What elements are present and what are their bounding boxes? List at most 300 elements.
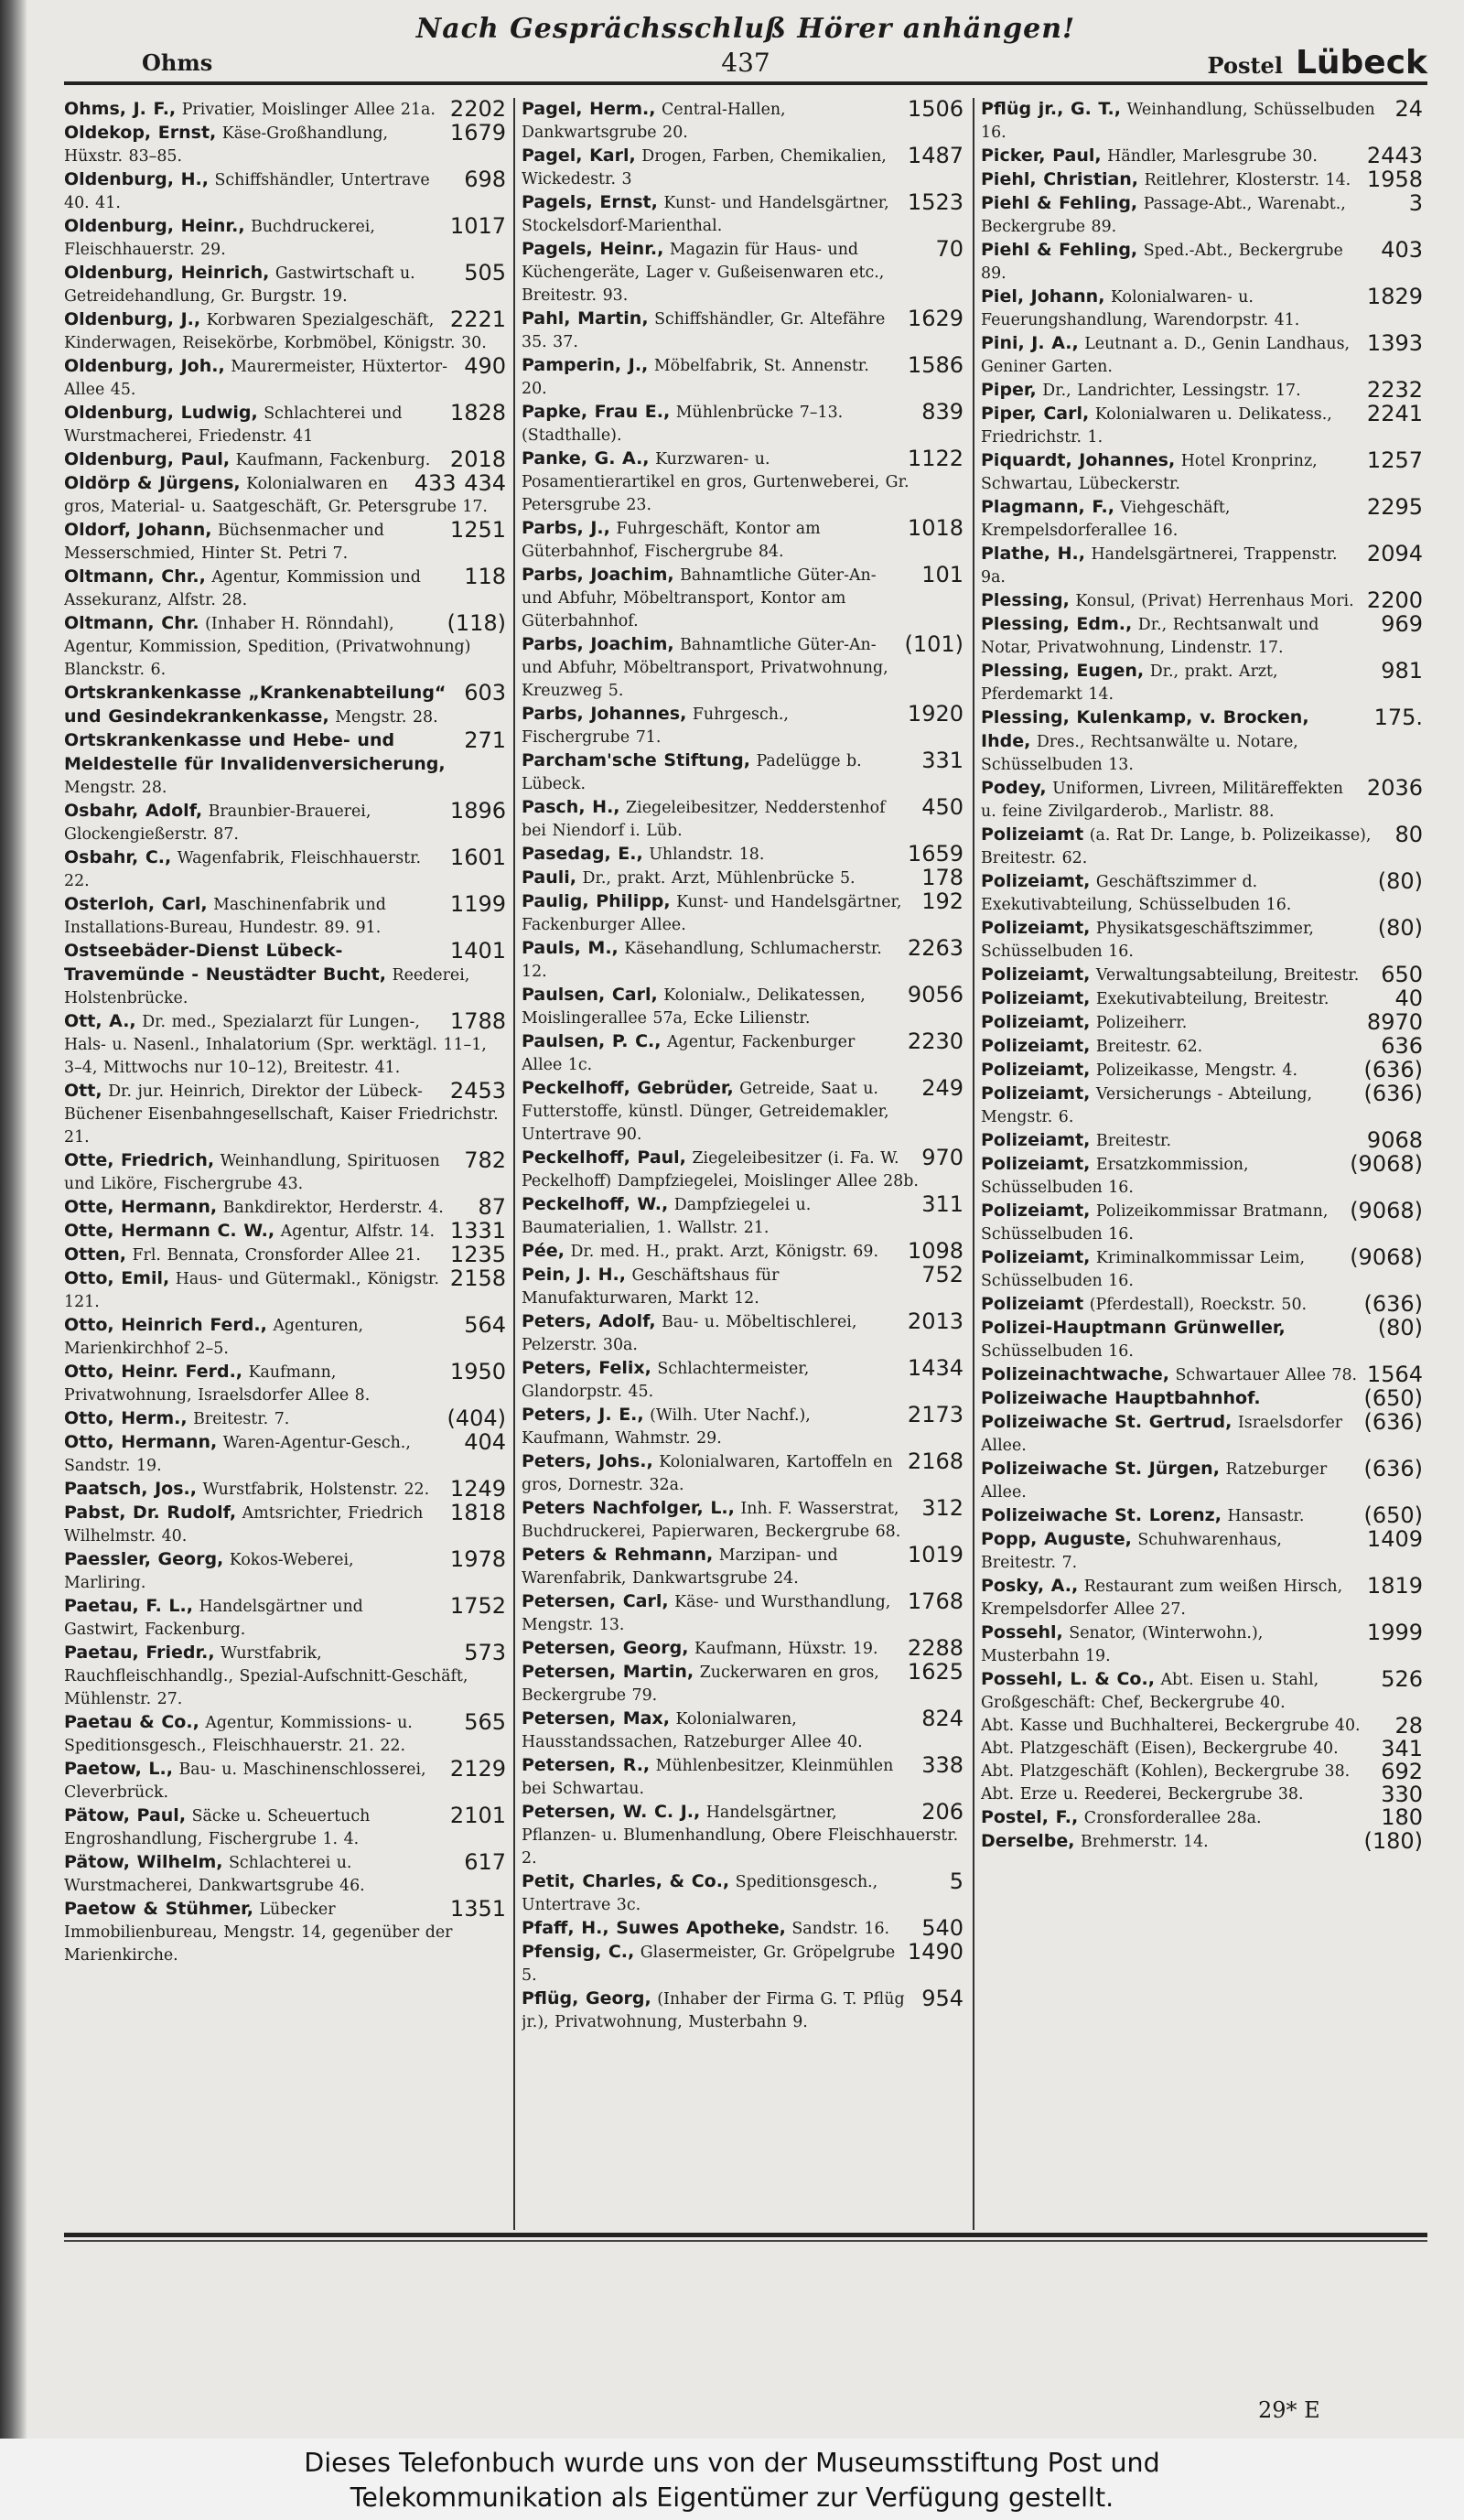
directory-entry <box>64 1502 508 1548</box>
entry-description: Uniformen, Livreen, Militäreffekten u. feine Zivilgarderob., Marlistr. 88. <box>981 780 1344 821</box>
entry-name: Oldekop, Ernst, <box>64 123 217 143</box>
header-right <box>1208 44 1427 81</box>
entry-description: Central-Hallen, Dankwartsgrube 20. <box>522 101 786 142</box>
directory-entry <box>64 893 508 940</box>
phone-number: 1017 <box>449 215 506 239</box>
phone-number: 2013 <box>907 1310 963 1334</box>
entry-description: Exekutivabteilung, Breitestr. <box>1095 990 1329 1008</box>
directory-entry <box>981 777 1425 824</box>
phone-number: 331 <box>921 749 963 773</box>
directory-entry <box>522 354 965 401</box>
phone-number: 311 <box>921 1193 963 1217</box>
entry-description: Dr., prakt. Arzt, Mühlenbrücke 5. <box>582 869 856 888</box>
directory-entry <box>64 519 508 565</box>
directory-entry <box>64 1244 508 1267</box>
phone-number: 981 <box>1381 660 1423 684</box>
directory-entry <box>981 1575 1425 1621</box>
entry-name: Osbahr, Adolf, <box>64 801 203 821</box>
phone-number: 1235 <box>449 1244 506 1267</box>
phone-number: 1978 <box>449 1548 506 1572</box>
phone-number: (80) <box>1377 917 1423 941</box>
entry-description: Amtsrichter, Friedrich Wilhelmstr. 40. <box>64 1504 424 1545</box>
phone-number: 1958 <box>1366 168 1423 192</box>
directory-entry <box>64 1548 508 1595</box>
phone-number: (636) <box>1363 1411 1423 1435</box>
phone-number: 1999 <box>1366 1621 1423 1645</box>
phone-number: 1251 <box>449 519 506 543</box>
entry-description: Ziegeleibesitzer (i. Fa. W. Peckelhoff) Dampfziegelei, Moislinger Allee 28b. <box>522 1149 919 1190</box>
phone-number: 2158 <box>449 1267 506 1291</box>
entry-description: Wurstfabrik, Rauchfleischhandlg., Spezial-Aufschnitt-Geschäft, Mühlenstr. 27. <box>64 1644 468 1708</box>
entry-description: Handelsgärtnerei, Trappenstr. 9a. <box>981 545 1338 587</box>
phone-number: 175. <box>1373 706 1423 730</box>
directory-entry <box>981 1200 1425 1246</box>
phone-number: 1249 <box>449 1478 506 1502</box>
entry-description: Bahnamtliche Güter-An- und Abfuhr, Möbeltransport, Privatwohnung, Kreuzweg 5. <box>522 636 888 700</box>
phone-number: 249 <box>921 1077 963 1101</box>
directory-entry <box>64 565 508 612</box>
phone-number: 2200 <box>1366 589 1423 613</box>
directory-entry <box>522 1264 965 1310</box>
directory-entry <box>64 1196 508 1220</box>
phone-number: 330 <box>1381 1783 1423 1806</box>
directory-entry <box>522 633 965 703</box>
entry-description: Käse- und Wursthandlung, Mengstr. 13. <box>522 1593 891 1634</box>
entry-name: Piper, Carl, <box>981 404 1090 424</box>
entry-name: Otte, Hermann C. W., <box>64 1221 275 1241</box>
entry-description: Agentur, Kommission und Assekuranz, Alfstr. 28. <box>64 568 421 609</box>
entry-name: Pagels, Ernst, <box>522 192 658 212</box>
phone-number: 1828 <box>449 402 506 425</box>
entry-name: Polizeiamt, <box>981 1083 1091 1104</box>
directory-entry <box>522 1450 965 1497</box>
entry-name: Otten, <box>64 1244 126 1265</box>
entry-name: Osbahr, C., <box>64 847 172 867</box>
entry-name: Parbs, Joachim, <box>522 634 674 654</box>
entry-name: Pabst, Dr. Rudolf, <box>64 1502 237 1523</box>
phone-number: 9068 <box>1366 1129 1423 1153</box>
phone-number: 692 <box>1381 1761 1423 1783</box>
entry-description: Magazin für Haus- und Küchengeräte, Lager v. Gußeisenwaren etc., Breitestr. 93. <box>522 241 885 305</box>
entry-description: Getreide, Saat u. Futterstoffe, künstl. Dünger, Getreidemakler, Untertrave 90. <box>522 1080 889 1144</box>
directory-entry <box>522 796 965 843</box>
directory-entry <box>981 917 1425 964</box>
directory-entry <box>522 1590 965 1637</box>
phone-number: 1768 <box>907 1590 963 1614</box>
entry-description: Dr., Rechtsanwalt und Notar, Privatwohnung, Lindenstr. 17. <box>981 616 1319 657</box>
directory-entry <box>981 1738 1425 1761</box>
phone-number: (9068) <box>1350 1153 1423 1177</box>
entry-name: Peters & Rehmann, <box>522 1545 714 1565</box>
phone-number: 404 <box>464 1431 506 1455</box>
phone-number: 1788 <box>449 1010 506 1034</box>
entry-name: Polizeiwache St. Lorenz, <box>981 1505 1222 1525</box>
directory-entry <box>522 1544 965 1590</box>
entry-description: Ratzeburger Allee. <box>981 1460 1328 1502</box>
entry-name: Piel, Johann, <box>981 286 1105 307</box>
entry-description: Maschinenfabrik und Installations-Bureau, Hundestr. 89. 91. <box>64 896 386 937</box>
phone-number: 565 <box>464 1711 506 1735</box>
directory-entry <box>522 703 965 749</box>
directory-entry <box>64 1431 508 1478</box>
directory-entry <box>64 1010 508 1080</box>
entry-name: Pfensig, C., <box>522 1942 635 1962</box>
entry-name: Pauli, <box>522 867 577 888</box>
directory-entry <box>522 401 965 447</box>
entry-name: Papke, Frau E., <box>522 402 671 422</box>
phone-number: 1257 <box>1366 449 1423 473</box>
page-number: 437 <box>721 48 770 78</box>
entry-name: Ott, <box>64 1081 102 1101</box>
entry-description: Handelsgärtner und Gastwirt, Fackenburg. <box>64 1598 363 1639</box>
phone-number: (404) <box>447 1407 506 1431</box>
entry-description: Privatier, Moislinger Allee 21a. <box>181 101 436 119</box>
directory-entry <box>64 448 508 472</box>
directory-entry <box>981 168 1425 192</box>
phone-number: (636) <box>1363 1293 1423 1317</box>
entry-name: Paetau, F. L., <box>64 1596 193 1616</box>
entry-name: Peters, Johs., <box>522 1451 653 1471</box>
phone-number: (636) <box>1363 1059 1423 1082</box>
phone-number: 1351 <box>449 1898 506 1922</box>
directory-entry <box>64 1898 508 1967</box>
directory-entry <box>981 660 1425 706</box>
entry-name: Pagels, Heinr., <box>522 239 664 259</box>
entry-description: Abt. Platzgeschäft (Eisen), Beckergrube 40. <box>981 1739 1339 1758</box>
phone-number: (650) <box>1363 1387 1423 1411</box>
entry-description: Reitlehrer, Klosterstr. 14. <box>1144 171 1351 189</box>
entry-description: Schlachterei und Wurstmacherei, Friedenstr. 41 <box>64 404 403 446</box>
directory-entry <box>522 238 965 307</box>
entry-description: Abt. Erze u. Reederei, Beckergrube 38. <box>981 1785 1304 1804</box>
entry-description: Schwartauer Allee 78. <box>1175 1366 1358 1384</box>
phone-number: (180) <box>1363 1830 1423 1854</box>
directory-entry <box>64 940 508 1010</box>
phone-number: 573 <box>464 1642 506 1665</box>
entry-description: Dampfziegelei u. Baumaterialien, 1. Wallstr. 21. <box>522 1196 812 1237</box>
phone-number: 1490 <box>907 1941 963 1965</box>
directory-entry <box>64 355 508 402</box>
entry-description: (Pferdestall), Roeckstr. 50. <box>1089 1296 1308 1314</box>
entry-name: Peckelhoff, W., <box>522 1194 669 1214</box>
directory-entry <box>522 843 965 867</box>
directory-entry <box>981 1293 1425 1317</box>
entry-description: Kolonialwaren, Kartoffeln en gros, Dornestr. 32a. <box>522 1453 893 1494</box>
directory-entry <box>981 1011 1425 1035</box>
directory-entry <box>522 890 965 937</box>
banner-line-1: Dieses Telefonbuch wurde uns von der Museumsstiftung Post und <box>304 2448 1160 2478</box>
entry-description: Bau- u. Möbeltischlerei, Pelzerstr. 30a. <box>522 1313 857 1354</box>
entry-description: Dr., Landrichter, Lessingstr. 17. <box>1042 382 1301 400</box>
phone-number: 1629 <box>907 307 963 331</box>
entry-description: Fuhrgeschäft, Kontor am Güterbahnhof, Fischergrube 84. <box>522 520 821 561</box>
phone-number: 617 <box>464 1851 506 1875</box>
entry-name: Paessler, Georg, <box>64 1549 224 1569</box>
entry-description: Kolonialwaren- u. Feuerungshandlung, Warendorpstr. 41. <box>981 288 1300 329</box>
entry-description: Cronsforderallee 28a. <box>1083 1809 1262 1827</box>
phone-number: 2221 <box>449 308 506 332</box>
phone-number: 782 <box>464 1149 506 1173</box>
entry-name: Pätow, Paul, <box>64 1805 187 1825</box>
entry-name: Paetau, Friedr., <box>64 1642 215 1663</box>
directory-entry <box>981 496 1425 543</box>
entry-description: Schuhwarenhaus, Breitestr. 7. <box>981 1531 1282 1572</box>
entry-description: Agentur, Kommissions- u. Speditionsgesch., Fleischhauerstr. 21. 22. <box>64 1714 413 1755</box>
entry-name: Pagel, Karl, <box>522 145 636 166</box>
directory-entry <box>981 1387 1425 1411</box>
entry-description: Weinhandlung, Spirituosen und Liköre, Fischergrube 43. <box>64 1152 440 1193</box>
directory-entry <box>64 1149 508 1196</box>
phone-number: 1896 <box>449 800 506 824</box>
directory-entry <box>981 1668 1425 1715</box>
phone-number: 970 <box>921 1147 963 1170</box>
phone-number: 540 <box>921 1917 963 1941</box>
entry-name: Oltmann, Chr., <box>64 566 206 587</box>
entry-description: Breitestr. <box>1095 1132 1171 1150</box>
phone-number: 650 <box>1381 964 1423 987</box>
entry-name: Piper, <box>981 380 1037 400</box>
entry-name: Possehl, L. & Co., <box>981 1669 1155 1689</box>
directory-entry <box>64 308 508 355</box>
phone-number: (636) <box>1363 1082 1423 1106</box>
entry-description: Schiffshändler, Untertrave 40. 41. <box>64 171 430 212</box>
phone-number: 1331 <box>449 1220 506 1244</box>
phone-number: 1523 <box>907 191 963 215</box>
entry-name: Polizei-Hauptmann Grünweller, <box>981 1318 1286 1338</box>
entry-description: Braunbier-Brauerei, Glockengießerstr. 87. <box>64 802 371 844</box>
entry-description: Passage-Abt., Warenabt., Beckergrube 89. <box>981 195 1346 236</box>
phone-number: 2443 <box>1366 145 1423 168</box>
directory-entry <box>522 1147 965 1193</box>
directory-entry <box>981 824 1425 870</box>
entry-description: Kokos-Weberei, Marliring. <box>64 1551 354 1592</box>
column-1 <box>64 98 508 2230</box>
phone-number: 2129 <box>449 1758 506 1782</box>
directory-entry <box>64 168 508 215</box>
entry-name: Pätow, Wilhelm, <box>64 1852 223 1872</box>
entry-description: Reederei, Holstenbrücke. <box>64 966 470 1007</box>
entry-name: Plagmann, F., <box>981 497 1114 517</box>
entry-description: Uhlandstr. 18. <box>649 845 765 864</box>
entry-name: Peckelhoff, Paul, <box>522 1147 686 1168</box>
entry-description: Kunst- und Handelsgärtner, Stockelsdorf-Marienthal. <box>522 194 889 235</box>
phone-number: 80 <box>1394 824 1423 847</box>
phone-number: 564 <box>464 1314 506 1338</box>
phone-number: 1018 <box>907 517 963 541</box>
directory-entry <box>522 1870 965 1917</box>
entry-description: Bau- u. Maschinenschlosserei, Cleverbrück. <box>64 1761 426 1802</box>
entry-description: Breitestr. 7. <box>193 1410 290 1428</box>
directory-entry <box>64 1595 508 1642</box>
entry-name: Peters, Adolf, <box>522 1311 656 1331</box>
directory-entry <box>981 1504 1425 1528</box>
directory-entry <box>64 1361 508 1407</box>
directory-entry <box>522 98 965 145</box>
directory-entry <box>981 239 1425 285</box>
entry-description: Kurzwaren- u. Posamentierartikel en gros, Gurtenweberei, Gr. Petersgrube 23. <box>522 450 910 514</box>
entry-name: Plessing, Eugen, <box>981 661 1145 681</box>
ownership-banner <box>0 2439 1464 2520</box>
entry-description: (Inhaber H. Rönndahl), Agentur, Kommission, Spedition, (Privatwohnung) Blanckstr. 6. <box>64 615 471 679</box>
entry-description: Agentur, Alfstr. 14. <box>280 1222 436 1241</box>
banner-line-2: Telekommunikation als Eigentümer zur Verfügung gestellt. <box>350 2482 1114 2513</box>
entry-name: Oldenburg, Heinr., <box>64 216 245 236</box>
entry-description: Bahnamtliche Güter-An- und Abfuhr, Möbeltransport, Kontor am Güterbahnhof. <box>522 566 877 630</box>
entry-name: Oldenburg, J., <box>64 309 201 329</box>
phone-number: 2173 <box>907 1404 963 1427</box>
phone-number: 5 <box>949 1870 963 1894</box>
directory-entry <box>981 332 1425 379</box>
entry-description: Ersatzkommission, Schüsselbuden 16. <box>981 1156 1249 1197</box>
entry-name: Ohms, J. F., <box>64 99 177 119</box>
phone-number: 1122 <box>907 447 963 471</box>
phone-number: 28 <box>1394 1715 1423 1738</box>
directory-entry <box>64 846 508 893</box>
entry-name: Paulig, Philipp, <box>522 891 671 911</box>
entry-description: Lübecker Immobilienbureau, Mengstr. 14, gegenüber der Marienkirche. <box>64 1901 453 1965</box>
entry-name: Oldenburg, Heinrich, <box>64 263 270 283</box>
directory-entry <box>981 987 1425 1011</box>
directory-entry <box>64 1642 508 1711</box>
directory-entry <box>64 1220 508 1244</box>
entry-description: Hansastr. <box>1227 1507 1305 1525</box>
directory-entry <box>981 449 1425 496</box>
header-right-word: Postel <box>1207 52 1283 79</box>
directory-entry <box>981 1458 1425 1504</box>
directory-entry <box>64 682 508 729</box>
signature-mark: 29* E <box>1258 2397 1320 2423</box>
directory-entry <box>981 192 1425 239</box>
phone-number: 1752 <box>449 1595 506 1619</box>
phone-number: 87 <box>478 1196 506 1220</box>
entry-name: Pamperin, J., <box>522 355 649 375</box>
phone-number: 1506 <box>907 98 963 122</box>
entry-description: (Inhaber der Firma G. T. Pflüg jr.), Privatwohnung, Musterbahn 9. <box>522 1990 905 2031</box>
entry-description: Israelsdorfer Allee. <box>981 1414 1343 1455</box>
entry-description: Viehgeschäft, Krempelsdorferallee 16. <box>981 499 1231 540</box>
entry-name: Otte, Hermann, <box>64 1197 218 1217</box>
entry-name: Paetow, L., <box>64 1759 173 1779</box>
phone-number: 1586 <box>907 354 963 378</box>
entry-description: Wurstfabrik, Holstenstr. 22. <box>202 1481 430 1499</box>
entry-name: Otto, Heinr. Ferd., <box>64 1362 243 1382</box>
entry-description: Hotel Kronprinz, Schwartau, Lübeckerstr. <box>981 452 1318 493</box>
entry-description: Polizeikasse, Mengstr. 4. <box>1095 1061 1298 1080</box>
phone-number: 2018 <box>449 448 506 472</box>
phone-number: 180 <box>1381 1806 1423 1830</box>
directory-entry <box>981 1806 1425 1830</box>
entry-description: Dr. jur. Heinrich, Direktor der Lübeck-Büchener Eisenbahngesellschaft, Kaiser Friedrichstr. 21. <box>64 1082 499 1147</box>
entry-name: Petit, Charles, & Co., <box>522 1871 730 1891</box>
entry-description: Drogen, Farben, Chemikalien, Wickedestr. 3 <box>522 147 887 188</box>
directory-entry <box>522 984 965 1030</box>
phone-number: 505 <box>464 262 506 285</box>
phone-number: 969 <box>1381 613 1423 637</box>
phone-number: 433 434 <box>414 472 506 496</box>
entry-name: Possehl, <box>981 1622 1063 1642</box>
phone-number: (118) <box>447 612 506 636</box>
directory-entry <box>64 402 508 448</box>
entry-name: Podey, <box>981 778 1047 798</box>
phone-number: 178 <box>921 867 963 890</box>
directory-entry <box>64 122 508 168</box>
directory-entry <box>64 1407 508 1431</box>
phone-number: 1019 <box>907 1544 963 1567</box>
entry-name: Parbs, J., <box>522 518 610 538</box>
entry-description: Bankdirektor, Herderstr. 4. <box>222 1199 444 1217</box>
entry-description: Physikatsgeschäftszimmer, Schüsselbuden 16. <box>981 920 1314 961</box>
entry-name: Pée, <box>522 1241 565 1261</box>
phone-number: 2263 <box>907 937 963 961</box>
directory-entry <box>981 1528 1425 1575</box>
directory-entry <box>522 1941 965 1987</box>
entry-description: Abt. Platzgeschäft (Kohlen), Beckergrube 38. <box>981 1762 1351 1781</box>
entry-name: Oldenburg, Joh., <box>64 356 225 376</box>
directory-entry <box>64 1314 508 1361</box>
entry-description: Polizeikommissar Bratmann, Schüsselbuden 16. <box>981 1202 1329 1244</box>
entry-name: Polizeiamt, <box>981 1130 1091 1150</box>
directory-entry <box>64 1478 508 1502</box>
phone-number: 1601 <box>449 846 506 870</box>
entry-description: Kolonialw., Delikatessen, Moislingerallee 57a, Ecke Lilienstr. <box>522 986 866 1028</box>
directory-entry <box>981 145 1425 168</box>
phone-number: 1829 <box>1366 285 1423 309</box>
phone-number: (80) <box>1377 1317 1423 1341</box>
entry-description: Kaufmann, Hüxstr. 19. <box>694 1640 878 1658</box>
phone-number: 490 <box>464 355 506 379</box>
entry-description: Fuhrgesch., Fischergrube 71. <box>522 705 789 747</box>
entry-name: Plessing, Kulenkamp, v. Brocken, Ihde, <box>981 707 1309 751</box>
entry-name: Derselbe, <box>981 1831 1075 1851</box>
directory-entry <box>522 1754 965 1801</box>
entry-name: Plessing, Edm., <box>981 614 1133 634</box>
entry-name: Otto, Heinrich Ferd., <box>64 1315 267 1335</box>
entry-description: Sped.-Abt., Beckergrube 89. <box>981 242 1343 283</box>
directory-entry <box>64 612 508 682</box>
phone-number: 2230 <box>907 1030 963 1054</box>
phone-number: 341 <box>1381 1738 1423 1761</box>
entry-description: Kolonialwaren u. Delikatess., Friedrichstr. 1. <box>981 405 1332 447</box>
column-divider <box>513 98 515 2230</box>
entry-description: Brehmerstr. 14. <box>1080 1833 1209 1851</box>
directory-entry <box>981 1411 1425 1458</box>
entry-description: Mühlenbrücke 7–13. (Stadthalle). <box>522 404 844 445</box>
entry-name: Pasch, H., <box>522 797 620 817</box>
entry-name: Popp, Auguste, <box>981 1529 1132 1549</box>
phone-number: 271 <box>464 729 506 753</box>
entry-description: Sandstr. 16. <box>791 1920 890 1938</box>
entry-description: Geschäftshaus für Manufakturwaren, Markt 12. <box>522 1266 780 1308</box>
phone-number: 1679 <box>449 122 506 145</box>
entry-name: Oldenburg, H., <box>64 169 209 189</box>
phone-number: 192 <box>921 890 963 914</box>
entry-name: Peters, Felix, <box>522 1358 651 1378</box>
directory-entry <box>64 262 508 308</box>
directory-entry <box>981 589 1425 613</box>
phone-number: 3 <box>1408 192 1423 216</box>
directory-entry <box>522 1917 965 1941</box>
directory-entry <box>522 191 965 238</box>
directory-entry <box>64 1851 508 1898</box>
phone-number: (9068) <box>1350 1246 1423 1270</box>
entry-name: Peckelhoff, Gebrüder, <box>522 1078 734 1098</box>
entry-name: Pasedag, E., <box>522 844 643 864</box>
entry-description: Versicherungs - Abteilung, Mengstr. 6. <box>981 1085 1313 1126</box>
entry-name: Paatsch, Jos., <box>64 1479 197 1499</box>
directory-entry <box>522 517 965 564</box>
phone-number: 1950 <box>449 1361 506 1384</box>
entry-name: Plessing, <box>981 590 1070 610</box>
